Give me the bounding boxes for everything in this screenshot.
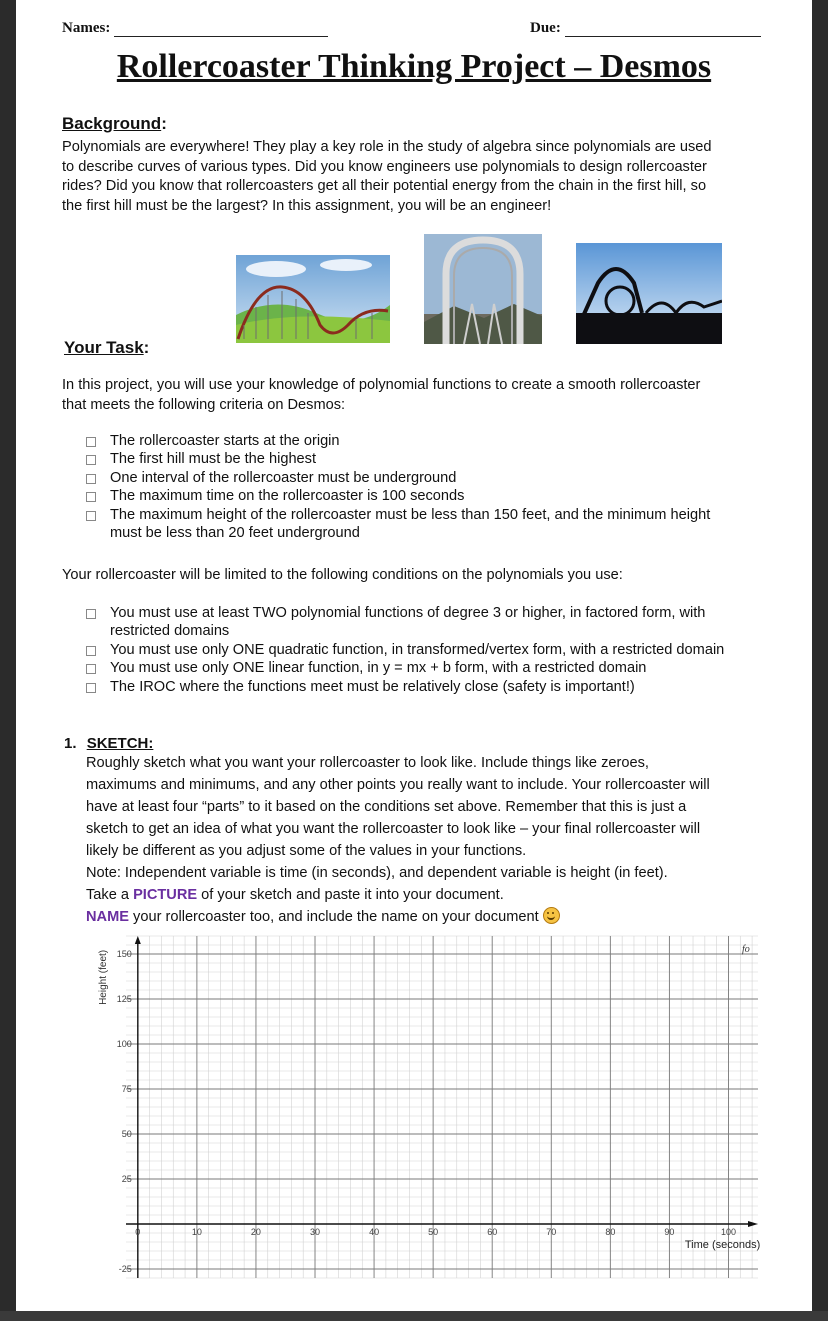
checkbox-icon[interactable] [86, 492, 96, 502]
background-line: the first hill must be the largest? In this assignment, you will be an engineer! [62, 197, 552, 214]
x-tick-label: 100 [720, 1227, 736, 1237]
bottom-bar [0, 1311, 828, 1321]
sketch-grid-chart[interactable] [78, 928, 768, 1290]
rollercoaster-photo-silhouette [576, 243, 722, 344]
task-heading: Your Task: [64, 338, 150, 357]
due-blank[interactable] [565, 22, 761, 37]
names-blank[interactable] [114, 22, 328, 37]
x-tick-label: 50 [428, 1227, 439, 1237]
x-axis-title: Time (seconds) [684, 1239, 761, 1251]
criteria-item[interactable]: The first hill must be the highest [86, 450, 776, 468]
checkbox-icon[interactable] [86, 609, 96, 619]
background-line: Polynomials are everywhere! They play a key role in the study of algebra since polynomials are used [62, 139, 712, 155]
names-field [62, 20, 328, 37]
x-tick-label: 0 [135, 1227, 141, 1237]
x-tick-label: 10 [191, 1227, 202, 1237]
x-tick-label: 70 [546, 1227, 557, 1237]
x-tick-label: 90 [664, 1227, 675, 1237]
y-tick-label: 75 [121, 1084, 132, 1094]
checkbox-icon[interactable] [86, 511, 96, 521]
y-tick-label: -25 [118, 1264, 132, 1274]
checkbox-icon[interactable] [86, 437, 96, 447]
checkbox-icon[interactable] [86, 646, 96, 656]
x-tick-label: 20 [250, 1227, 261, 1237]
task-intro-line: In this project, you will use your knowledge of polynomial functions to create a smooth rollercoaster [62, 377, 701, 393]
checkbox-icon[interactable] [86, 455, 96, 465]
condition-item[interactable]: You must use only ONE linear function, in y = mx + b form, with a restricted domain [86, 659, 796, 677]
criteria-item[interactable]: The rollercoaster starts at the origin [86, 432, 776, 450]
x-tick-label: 40 [369, 1227, 380, 1237]
background-paragraph [62, 138, 782, 216]
sketch-heading: 1. SKETCH: [64, 735, 154, 752]
sketch-line: have at least four “parts” to it based on the conditions set above. Remember that this is just a [86, 799, 687, 815]
page-title: Rollercoaster Thinking Project – Desmos [116, 48, 712, 85]
y-axis-title: Height (feet) [98, 949, 109, 1005]
task-intro-line: that meets the following criteria on Desmos: [62, 396, 346, 413]
criteria-item[interactable]: The maximum height of the rollercoaster must be less than 150 feet, and the minimum height must be less than 20 feet underground [86, 506, 776, 543]
x-axis-arrow [748, 1221, 758, 1227]
x-tick-label: 60 [487, 1227, 498, 1237]
rollercoaster-photo-hills [236, 255, 390, 343]
sketch-line: Roughly sketch what you want your rollercoaster to look like. Include things like zeroes, [86, 755, 649, 771]
tick-labels [117, 949, 736, 1274]
minor-grid [126, 936, 761, 1278]
y-tick-label: 25 [121, 1174, 132, 1184]
y-tick-label: 50 [121, 1129, 132, 1139]
name-instruction: NAME your rollercoaster too, and include the name on your document [86, 906, 786, 928]
y-tick-label: 150 [116, 949, 132, 959]
condition-item[interactable]: You must use only ONE quadratic function, in transformed/vertex form, with a restricted domain [86, 641, 796, 659]
condition-item[interactable]: You must use at least TWO polynomial functions of degree 3 or higher, in factored form, with restricted domains [86, 604, 796, 641]
task-intro [62, 376, 782, 415]
sketch-instructions [86, 752, 786, 928]
checkbox-icon[interactable] [86, 664, 96, 674]
names-label: Names: [62, 20, 111, 36]
corner-mark: fo [742, 944, 750, 955]
checkbox-icon[interactable] [86, 474, 96, 484]
picture-instruction: Take a PICTURE of your sketch and paste it into your document. [86, 887, 504, 903]
sketch-line: Note: Independent variable is time (in seconds), and dependent variable is height (in feet). [86, 865, 668, 881]
sketch-line: maximums and minimums, and any other points you really want to include. Your rollercoaster will [86, 777, 710, 793]
conditions-checklist [86, 604, 796, 696]
rollercoaster-photo-loop [424, 234, 542, 344]
sketch-line: likely be different as you adjust some of the values in your functions. [86, 843, 527, 859]
conditions-intro: Your rollercoaster will be limited to the following conditions on the polynomials you use: [62, 567, 623, 583]
background-heading: Background: [62, 114, 167, 133]
y-tick-label: 100 [116, 1039, 132, 1049]
criteria-checklist [86, 432, 776, 542]
y-tick-label: 125 [116, 994, 132, 1004]
smiley-icon [543, 907, 560, 924]
condition-item[interactable]: The IROC where the functions meet must be relatively close (safety is important!) [86, 678, 796, 696]
due-label: Due: [530, 20, 561, 36]
y-axis-arrow [135, 936, 141, 944]
due-field [530, 20, 761, 37]
checkbox-icon[interactable] [86, 683, 96, 693]
background-line: to describe curves of various types. Did you know engineers use polynomials to design rollercoaster [62, 158, 707, 175]
background-line: rides? Did you know that rollercoasters get all their potential energy from the chain in the first hill, so [62, 178, 707, 194]
x-tick-label: 30 [310, 1227, 321, 1237]
worksheet-page [16, 0, 812, 1311]
criteria-item[interactable]: The maximum time on the rollercoaster is 100 seconds [86, 487, 776, 505]
sketch-line: sketch to get an idea of what you want the rollercoaster to look like – your final rollercoaster will [86, 821, 701, 837]
criteria-item[interactable]: One interval of the rollercoaster must be underground [86, 469, 776, 487]
x-tick-label: 80 [605, 1227, 616, 1237]
